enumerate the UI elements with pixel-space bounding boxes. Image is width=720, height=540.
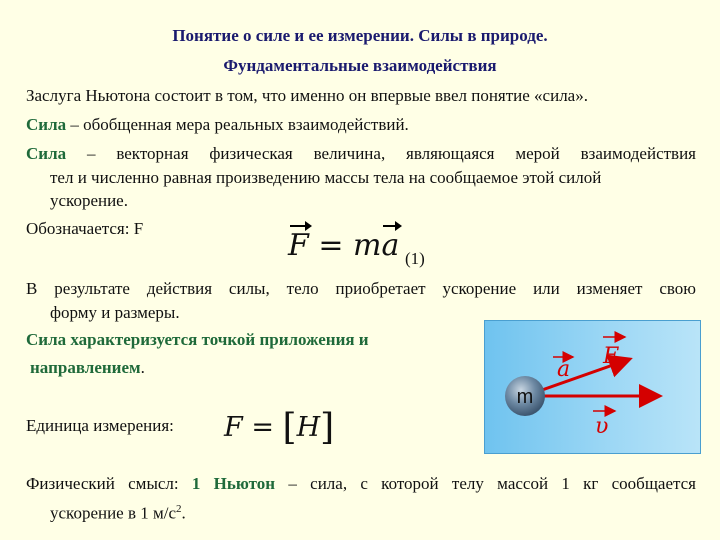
result-line1: В результате действия силы, тело приобретает ускорение или изменяет свою: [26, 279, 696, 298]
force-definition-1-text: – обобщенная мера реальных взаимодействий.: [66, 115, 409, 134]
physical-meaning-line2: [50, 497, 186, 526]
acceleration-text: ускорение в 1 м/с: [50, 503, 177, 523]
unit-formula-lhs: F =: [224, 412, 283, 443]
newton-term: 1 Ньютон: [191, 474, 276, 493]
unit-formula: [224, 404, 335, 448]
formula-middle: = m: [308, 228, 382, 263]
unit-label: Единица измерения:: [26, 416, 174, 435]
acceleration-label: a: [557, 357, 571, 382]
physical-meaning-text: – сила, с которой телу массой 1 кг сообщается: [275, 474, 696, 493]
force-definition-1: [26, 113, 409, 137]
period: .: [140, 358, 145, 377]
force-characteristics-line2: [30, 356, 145, 380]
acceleration-vector-symbol: a: [381, 228, 400, 263]
period: .: [181, 503, 186, 523]
newton-merit-text: Заслуга Ньютона состоит в том, что именно он впервые ввел понятие «сила».: [26, 86, 588, 105]
force-diagram-svg: [485, 321, 700, 453]
force-term: Сила: [26, 144, 67, 163]
velocity-label: υ: [595, 414, 609, 439]
left-bracket: [: [282, 407, 297, 448]
formula-number: (1): [405, 249, 425, 268]
force-label: F: [603, 344, 619, 369]
force-definition-2-line3: ускорение.: [50, 191, 128, 210]
result-paragraph: [26, 277, 696, 301]
slide-title-line1: Понятие о силе и ее измерении. Силы в природе.: [172, 26, 548, 45]
mass-label: m: [516, 386, 534, 408]
result-line2: форму и размеры.: [50, 303, 180, 322]
direction-term: направлением: [30, 358, 141, 377]
force-definition-2-line2: тел и численно равная произведению массы тела на сообщаемое этой силой: [50, 168, 602, 187]
force-illustration: [484, 320, 701, 454]
force-characteristics-line1: Сила характеризуется точкой приложения и: [26, 330, 369, 349]
force-definition-2-text: – векторная физическая величина, являющаяся мерой взаимодействия: [66, 144, 696, 163]
exponent: 2: [176, 503, 182, 515]
physical-meaning: [26, 472, 696, 496]
slide-title-line2: Фундаментальные взаимодействия: [223, 56, 497, 75]
unit-symbol: H: [296, 412, 321, 443]
force-vector-symbol: F: [288, 228, 309, 263]
force-definition-2: [26, 142, 696, 166]
right-bracket: ]: [320, 407, 335, 448]
newton-second-law-formula: [288, 228, 399, 263]
physical-meaning-prefix: Физический смысл:: [26, 474, 192, 493]
force-term: Сила: [26, 115, 67, 134]
notation-text: Обозначается: F: [26, 219, 144, 238]
